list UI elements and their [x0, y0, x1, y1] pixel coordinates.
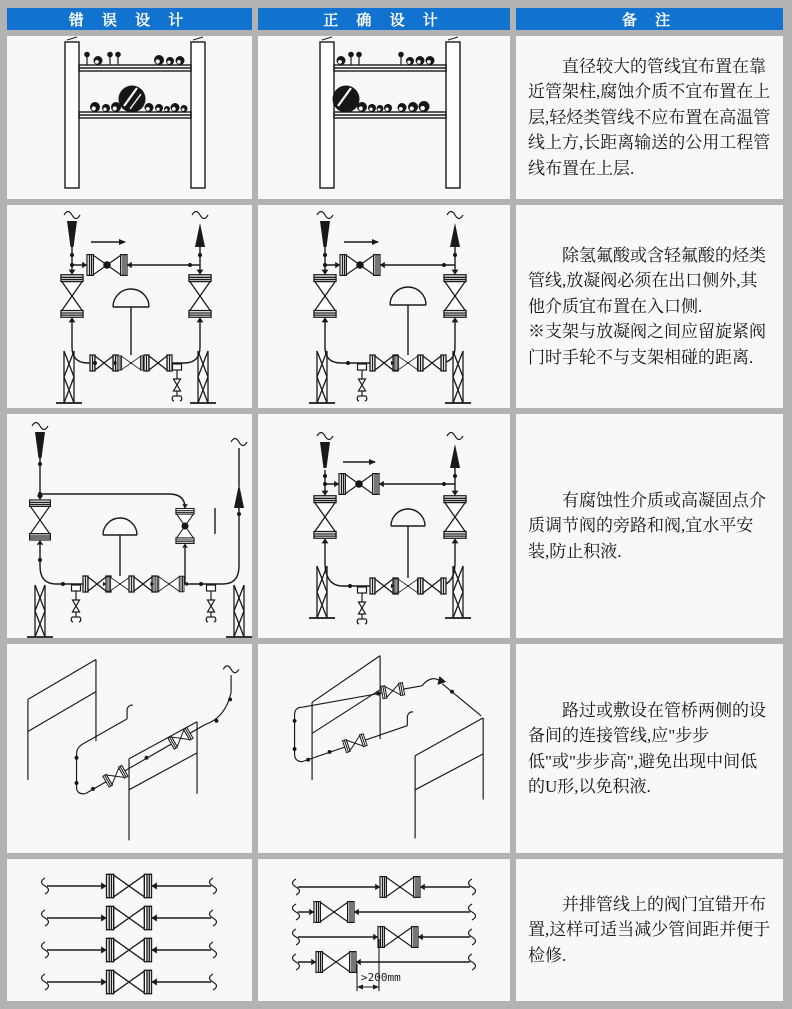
row5-note-cell [516, 859, 783, 1001]
row5-wrong-diagram-cell [7, 859, 252, 1001]
row5-correct-diagram-cell [258, 859, 510, 1001]
note-text: 路过或敷设在管桥两侧的设备间的连接管线,应"步步低"或"步步高",避免出现中间低的U形,以免积液. [528, 700, 766, 796]
row2-correct-diagram-cell [258, 205, 510, 408]
row4-note-cell [516, 644, 783, 853]
row2-note-cell [516, 205, 783, 408]
row1-note-cell [516, 36, 783, 199]
note-text: 直径较大的管线宜布置在靠近管架柱,腐蚀介质不宜布置在上层,轻烃类管线不应布置在高温管线上方,长距离输送的公用工程管线布置在上层. [528, 56, 771, 178]
row4-correct-diagram-cell [258, 644, 510, 853]
row3-note-cell [516, 414, 783, 638]
valve-station-diagram-correct [258, 205, 510, 408]
header-cell-wrong-design: 错 误 设 计 [7, 8, 252, 30]
bypass-vertical-diagram-wrong [7, 414, 252, 638]
row3-correct-diagram-cell [258, 414, 510, 638]
note-text: 有腐蚀性介质或高凝固点介质调节阀的旁路和阀,宜水平安装,防止积液. [528, 490, 766, 561]
aligned-valves-diagram-wrong [7, 859, 252, 1001]
row2-wrong-diagram-cell [7, 205, 252, 408]
dimension-label: >200mm [361, 971, 401, 984]
valve-station-diagram-wrong [7, 205, 252, 408]
staggered-valves-diagram-correct [258, 859, 510, 1001]
pipe-rack-diagram-wrong [7, 36, 252, 199]
note-text: 并排管线上的阀门宜错开布置,这样可适当减少管间距并便于检修. [528, 894, 771, 965]
header-cell-notes: 备 注 [516, 8, 783, 30]
pipe-rack-diagram-correct [258, 36, 510, 199]
row1-correct-diagram-cell [258, 36, 510, 199]
note-text: 除氢氟酸或含轻氟酸的烃类管线,放凝阀必须在出口侧外,其他介质宜布置在入口侧. [528, 245, 766, 316]
row4-wrong-diagram-cell [7, 644, 252, 853]
isometric-diagram-wrong [7, 644, 252, 853]
header-cell-correct-design: 正 确 设 计 [258, 8, 510, 30]
note-text: ※支架与放凝阀之间应留旋紧阀门时手轮不与支架相碰的距离. [528, 322, 766, 367]
row1-wrong-diagram-cell [7, 36, 252, 199]
isometric-diagram-correct [258, 644, 510, 853]
row3-wrong-diagram-cell [7, 414, 252, 638]
bypass-horizontal-diagram-correct [258, 414, 510, 638]
